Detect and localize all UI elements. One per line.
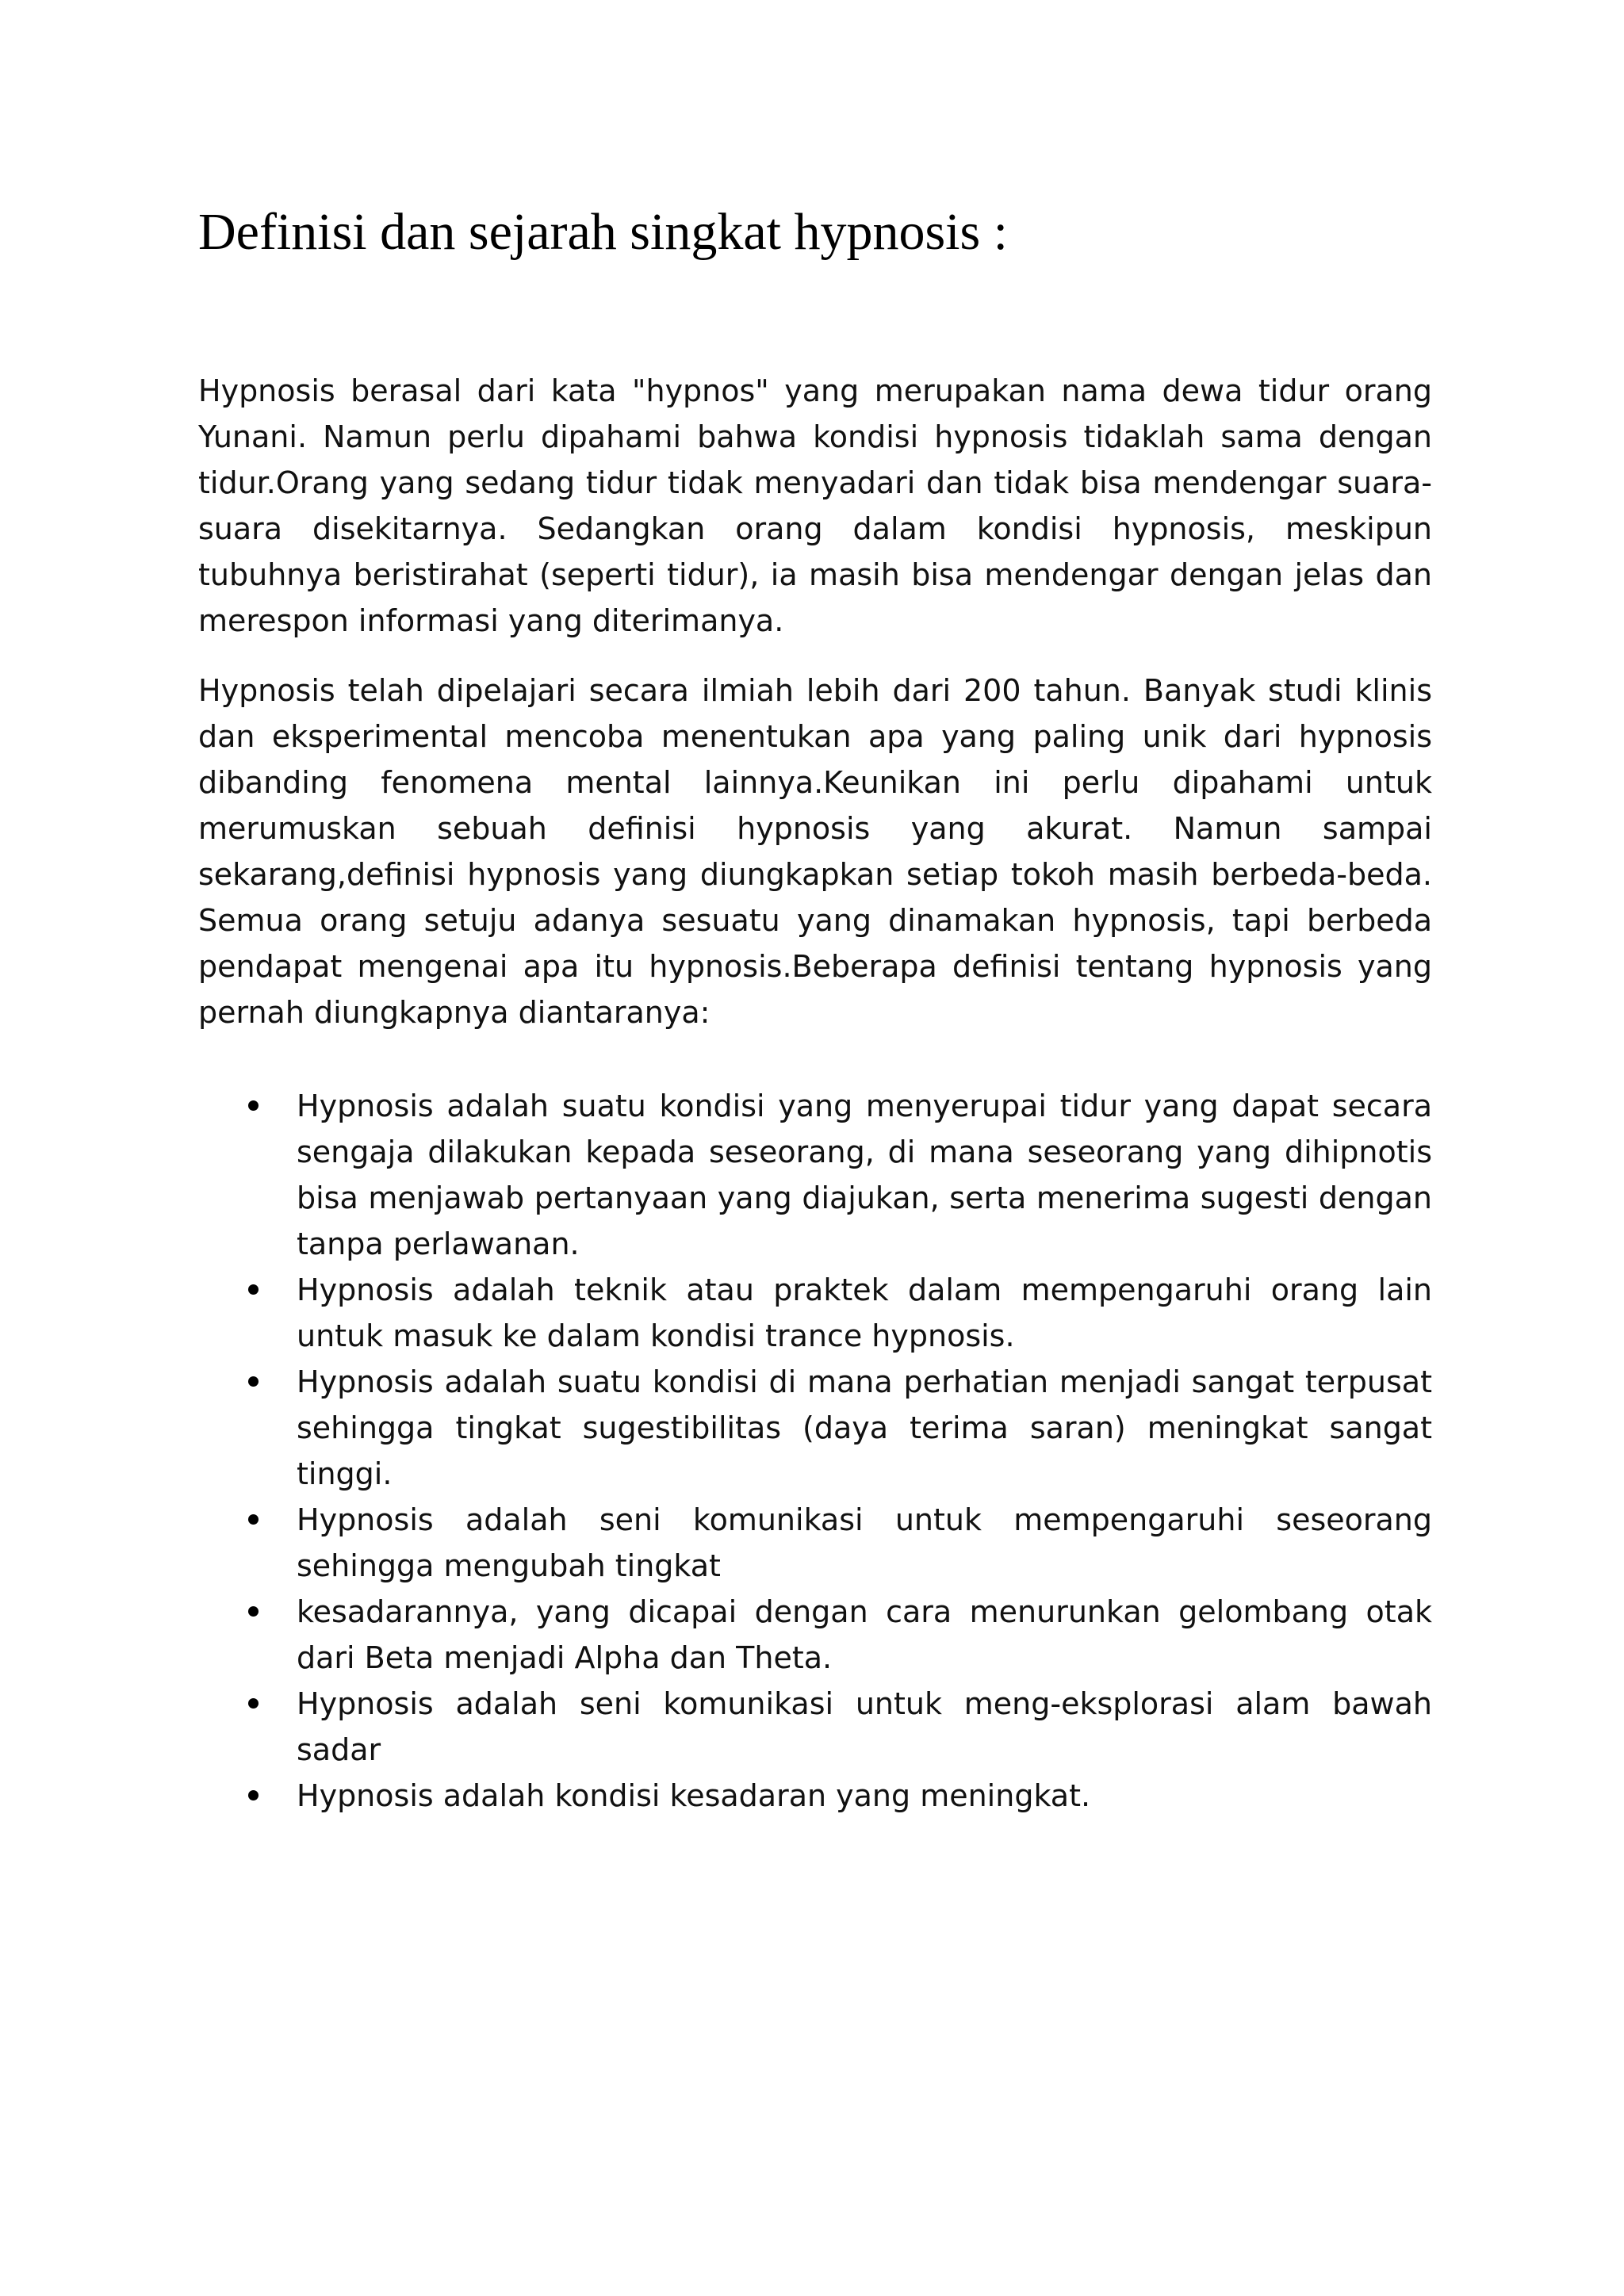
list-item (198, 1083, 1432, 1267)
definition-list (198, 1083, 1432, 1819)
list-item-text: Hypnosis adalah seni komunikasi untuk meng-eksplorasi alam bawah sadar (297, 1686, 1432, 1767)
bullet-icon (248, 1790, 259, 1800)
bullet-icon (248, 1698, 259, 1709)
bullet-icon (248, 1606, 259, 1617)
list-item-text: Hypnosis adalah suatu kondisi di mana perhatian menjadi sangat terpusat sehingga tingkat sugestibilitas (daya terima saran) meningkat sangat tinggi. (297, 1364, 1432, 1491)
list-item-text: Hypnosis adalah kondisi kesadaran yang meningkat. (297, 1778, 1091, 1813)
document-title: Definisi dan sejarah singkat hypnosis : (198, 203, 1009, 261)
bullet-icon (248, 1376, 259, 1387)
list-item-text: Hypnosis adalah seni komunikasi untuk mempengaruhi seseorang sehingga mengubah tingkat (297, 1502, 1432, 1583)
list-item-text: Hypnosis adalah teknik atau praktek dalam mempengaruhi orang lain untuk masuk ke dalam kondisi trance hypnosis. (297, 1272, 1432, 1353)
bullet-icon (248, 1284, 259, 1295)
list-item-text: kesadarannya, yang dicapai dengan cara menurunkan gelombang otak dari Beta menjadi Alpha dan Theta. (297, 1594, 1432, 1675)
list-item (198, 1359, 1432, 1497)
paragraph-hypnosis-origin: Hypnosis berasal dari kata "hypnos" yang merupakan nama dewa tidur orang Yunani. Namun perlu dipahami bahwa kondisi hypnosis tidaklah sama dengan tidur.Orang yang sedang tidur tidak menyadari dan tidak bisa mendengar suara-suara disekitarnya. Sedangkan orang dalam kondisi hypnosis, meskipun tubuhnya beristirahat (seperti tidur), ia masih bisa mendengar dengan jelas dan merespon informasi yang diterimanya. (198, 373, 1432, 638)
bullet-icon (248, 1514, 259, 1525)
list-item (198, 1681, 1432, 1773)
paragraph-hypnosis-study: Hypnosis telah dipelajari secara ilmiah lebih dari 200 tahun. Banyak studi klinis dan eksperimental mencoba menentukan apa yang paling unik dari hypnosis dibanding fenomena mental lainnya.Keunikan ini perlu dipahami untuk merumuskan sebuah definisi hypnosis yang akurat. Namun sampai sekarang,definisi hypnosis yang diungkapkan setiap tokoh masih berbeda-beda. Semua orang setuju adanya sesuatu yang dinamakan hypnosis, tapi berbeda pendapat mengenai apa itu hypnosis.Beberapa definisi tentang hypnosis yang pernah diungkapnya diantaranya: (198, 673, 1432, 1030)
bullet-icon (248, 1100, 259, 1111)
list-item (198, 1497, 1432, 1589)
list-item (198, 1589, 1432, 1681)
list-item (198, 1773, 1432, 1819)
list-item (198, 1267, 1432, 1359)
list-item-text: Hypnosis adalah suatu kondisi yang menyerupai tidur yang dapat secara sengaja dilakukan kepada seseorang, di mana seseorang yang dihipnotis bisa menjawab pertanyaan yang diajukan, serta menerima sugesti dengan tanpa perlawanan. (297, 1089, 1432, 1261)
